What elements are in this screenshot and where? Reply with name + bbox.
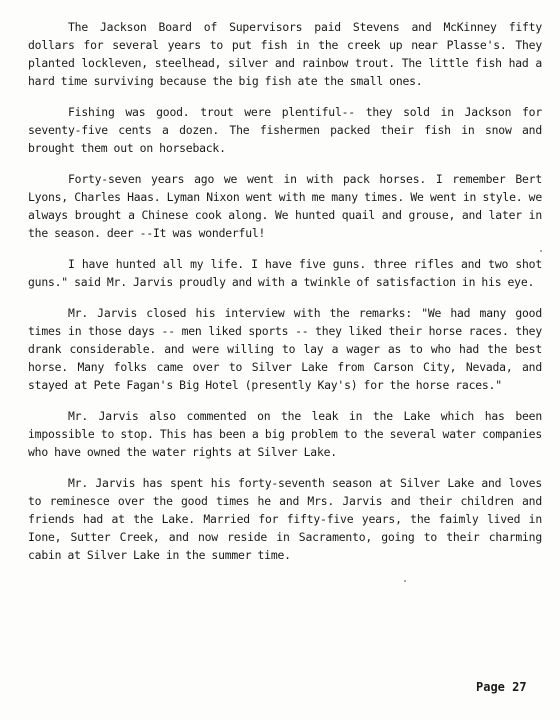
paragraph-fishing: Fishing was good. trout were plentiful-- they sold in Jackson for seventy-five cents a dozen. The fishermen packed their fish in snow and brought them out on horseback. — [28, 105, 542, 155]
paragraph-fish-planting: The Jackson Board of Supervisors paid Stevens and McKinney fifty dollars for several years to put fish in the creek up near Plasse's. They planted lockleven, steelhead, silver and rainbow trout. The little fish had a hard time surviving because the big fish ate the small ones. — [28, 20, 542, 88]
paragraph-lake-leak: Mr. Jarvis also commented on the leak in the Lake which has been impossible to stop. This has been a big problem to the several water companies who have owned the water rights at Silver Lake. — [28, 409, 542, 459]
paragraph-jarvis-season: Mr. Jarvis has spent his forty-seventh season at Silver Lake and loves to reminesce over the good times he and Mrs. Jarvis and their children and friends had at the Lake. Married for fifty-five years, the faimly lived in Ione, Sutter Creek, and now reside in Sacramento, going to their charming cabin at Silver Lake in the summer time. — [28, 476, 542, 562]
paragraph-hunting: I have hunted all my life. I have five guns. three rifles and two shot guns." said Mr. Jarvis proudly and with a twinkle of satisfaction in his eye. — [28, 257, 542, 289]
page-number: Page 27 — [476, 680, 527, 694]
body-text — [28, 18, 542, 577]
paragraph-closing-remarks: Mr. Jarvis closed his interview with the remarks: "We had many good times in those days -- men liked sports -- they liked their horse races. they drank considerable. and were willing to lay a wager as to who had the best horse. Many folks came over to Silver Lake from Carson City, Nevada, and stayed at Pete Fagan's Big Hotel (presently Kay's) for the horse races." — [28, 306, 542, 392]
scan-speck — [404, 580, 406, 582]
paragraph-pack-horses: Forty-seven years ago we went in with pack horses. I remember Bert Lyons, Charles Haas. Lyman Nixon went with me many times. We went in style. we always brought a Chinese cook along. We hunted quail and grouse, and later in the season. deer --It was wonderful! — [28, 172, 542, 240]
scan-speck — [540, 250, 542, 252]
